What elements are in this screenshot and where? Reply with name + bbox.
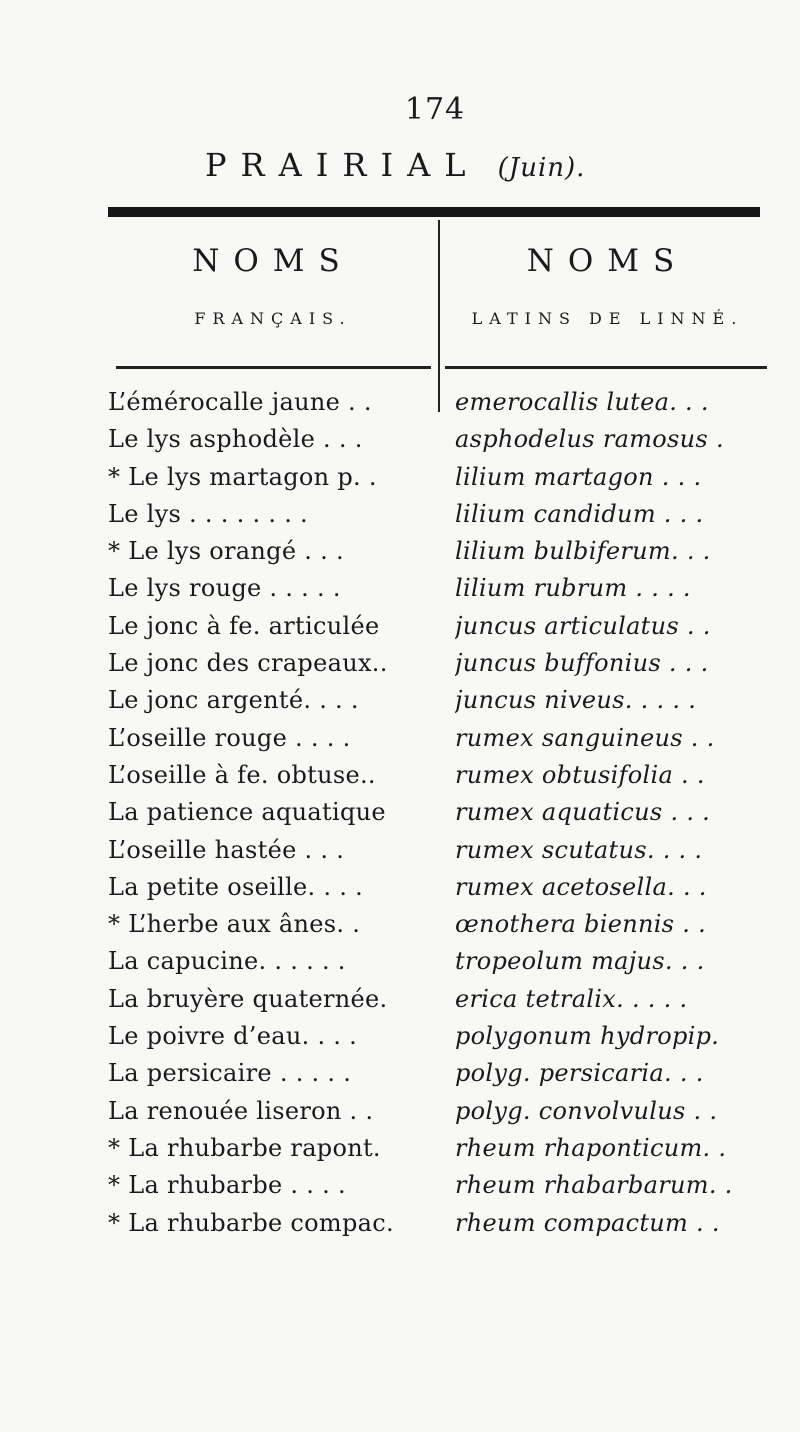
latin-name: lilium candidum . . .: [455, 499, 704, 528]
table-row: [0, 873, 800, 910]
latin-name: rumex aquaticus . . .: [455, 798, 711, 827]
latin-name: juncus niveus. . . . .: [455, 686, 697, 715]
table-row: [0, 388, 800, 425]
latin-name: rheum compactum . .: [455, 1208, 720, 1237]
latin-name: rumex acetosella. . .: [455, 872, 707, 901]
table-row: [0, 798, 800, 835]
french-name: Le jonc argenté. . . .: [108, 686, 359, 715]
french-name: La patience aquatique: [108, 798, 386, 827]
header-rule-left: [116, 366, 431, 369]
latin-name: lilium bulbiferum. . .: [455, 537, 711, 566]
french-name: La capucine. . . . . .: [108, 947, 346, 976]
latin-name: rheum rhaponticum. .: [455, 1133, 727, 1162]
table-row: [0, 1171, 800, 1208]
french-name: L’oseille à fe. obtuse..: [108, 760, 376, 789]
latin-name: polyg. persicaria. . .: [455, 1059, 704, 1088]
latin-name: asphodelus ramosus .: [455, 425, 724, 454]
french-name: * Le lys orangé . . .: [108, 537, 344, 566]
title-subtitle: (Juin).: [497, 153, 586, 183]
table-row: [0, 1134, 800, 1171]
table-row: [0, 1022, 800, 1059]
french-name: Le jonc à fe. articulée: [108, 611, 380, 640]
latin-name: juncus articulatus . .: [455, 611, 711, 640]
table-row: [0, 537, 800, 574]
french-name: Le lys asphodèle . . .: [108, 425, 363, 454]
table-row: [0, 836, 800, 873]
latin-name: tropeolum majus. . .: [455, 947, 705, 976]
table-row: [0, 463, 800, 500]
french-name: Le poivre d’eau. . . .: [108, 1022, 358, 1051]
french-name: * La rhubarbe . . . .: [108, 1171, 346, 1200]
header-rule-right: [445, 366, 767, 369]
french-name: La bruyère quaternée.: [108, 984, 388, 1013]
names-table: [0, 388, 800, 1246]
latin-name: rumex scutatus. . . .: [455, 835, 703, 864]
table-row: [0, 985, 800, 1022]
table-row: [0, 910, 800, 947]
header-right-sub: LATINS DE LINNÉ.: [471, 309, 744, 328]
latin-name: rheum rhabarbarum. .: [455, 1171, 733, 1200]
table-row: [0, 1097, 800, 1134]
latin-name: rumex obtusifolia . .: [455, 760, 705, 789]
table-row: [0, 500, 800, 537]
french-name: Le jonc des crapeaux..: [108, 649, 388, 678]
french-name: L’émérocalle jaune . .: [108, 388, 372, 416]
header-left-sub: FRANÇAIS.: [194, 309, 352, 328]
latin-name: lilium martagon . . .: [455, 462, 702, 491]
french-name: La renouée liseron . .: [108, 1096, 374, 1125]
thick-rule: [108, 207, 760, 217]
table-row: [0, 612, 800, 649]
page-title: [205, 146, 585, 184]
latin-name: lilium rubrum . . . .: [455, 574, 691, 603]
title-month: PRAIRIAL: [205, 146, 480, 184]
latin-name: polygonum hydropip.: [455, 1022, 720, 1051]
table-row: [0, 724, 800, 761]
french-name: L’oseille hastée . . .: [108, 835, 345, 864]
table-row: [0, 947, 800, 984]
french-name: L’oseille rouge . . . .: [108, 723, 351, 752]
page-number: 174: [404, 92, 466, 127]
header-french-names: [108, 243, 438, 328]
french-name: La petite oseille. . . .: [108, 872, 364, 901]
header-right-main: NOMS: [526, 243, 689, 279]
table-row: [0, 1059, 800, 1096]
french-name: * L’herbe aux ânes. .: [108, 910, 361, 939]
latin-name: juncus buffonius . . .: [455, 649, 709, 678]
french-name: * La rhubarbe compac.: [108, 1208, 394, 1237]
french-name: Le lys . . . . . . . .: [108, 499, 308, 528]
table-row: [0, 574, 800, 611]
french-name: La persicaire . . . . .: [108, 1059, 352, 1088]
header-latin-names: [445, 243, 770, 328]
latin-name: erica tetralix. . . . .: [455, 984, 688, 1013]
table-row: [0, 425, 800, 462]
table-row: [0, 1209, 800, 1246]
latin-name: rumex sanguineus . .: [455, 723, 715, 752]
latin-name: polyg. convolvulus . .: [455, 1096, 718, 1125]
column-divider: [438, 220, 440, 412]
header-left-main: NOMS: [192, 243, 354, 279]
latin-name: emerocallis lutea. . .: [455, 388, 709, 416]
french-name: Le lys rouge . . . . .: [108, 574, 341, 603]
french-name: * Le lys martagon p. .: [108, 462, 377, 491]
table-row: [0, 649, 800, 686]
table-row: [0, 761, 800, 798]
french-name: * La rhubarbe rapont.: [108, 1133, 381, 1162]
table-row: [0, 686, 800, 723]
latin-name: œnothera biennis . .: [455, 910, 707, 939]
